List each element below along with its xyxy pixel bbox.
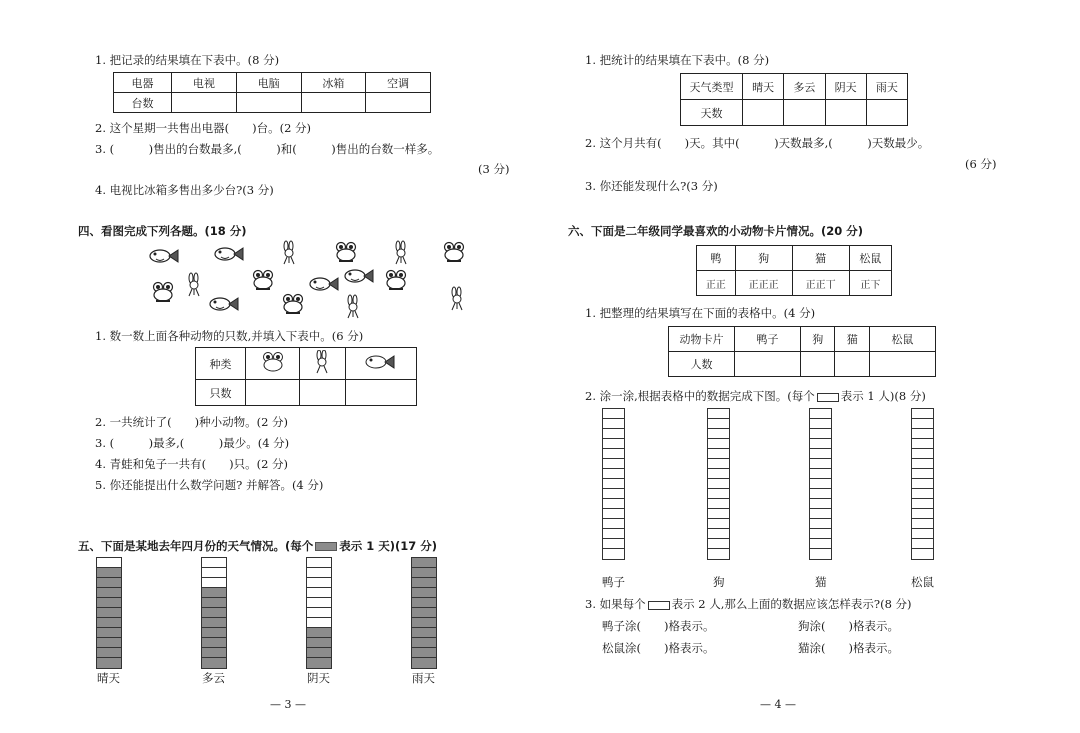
answer-cell[interactable] [246,380,300,406]
weather-bar [306,557,332,669]
table-cell: 电脑 [236,73,301,93]
bar-cell [97,658,121,668]
score-text: (3 分) [478,162,510,176]
colorable-cell[interactable] [912,499,933,509]
section-four-title: 四、看图完成下列各题。(18 分) [78,224,247,238]
question-text [585,596,912,612]
bar-cell [97,628,121,638]
frog-icon [246,348,300,380]
table-cell: 人数 [669,352,735,377]
empty-bar-column[interactable] [602,408,625,560]
colorable-cell[interactable] [810,549,831,559]
animal-picture [140,240,480,322]
table-cell: 天气类型 [681,74,743,100]
weather-bar-label: 阴天 [307,671,330,685]
colorable-cell[interactable] [810,519,831,529]
colorable-cell[interactable] [708,439,729,449]
answer-cell[interactable] [345,380,416,406]
question-text: 2. 这个月共有( )天。其中( )天数最多,( )天数最少。 [585,136,930,150]
animal-picture-svg [140,240,480,322]
bar-cell [307,578,331,588]
colorable-cell[interactable] [603,479,624,489]
fill-text: 狗涂( )格表示。 [798,619,899,633]
weather-bar [201,557,227,669]
colorable-cell[interactable] [708,549,729,559]
legend-empty-cell [817,393,839,402]
colorable-cell[interactable] [912,539,933,549]
bar-cell [307,628,331,638]
bar-cell [97,588,121,598]
section-five-title-b: 表示 1 天)(17 分) [339,539,438,553]
table-cell: 多云 [784,74,825,100]
colorable-cell[interactable] [708,409,729,419]
question-text: 2. 一共统计了( )种小动物。(2 分) [95,415,289,429]
table-cell: 松鼠 [849,246,891,271]
animal-bar-label: 猫 [815,575,827,589]
bar-cell [307,568,331,578]
frog-icon [154,283,173,302]
colorable-cell[interactable] [603,419,624,429]
animal-bar-label: 松鼠 [911,575,934,589]
bar-cell [97,578,121,588]
table-cell: 动物卡片 [669,327,735,352]
colorable-cell[interactable] [810,479,831,489]
weather-bar [411,557,437,669]
bar-cell [97,648,121,658]
question-text [585,388,926,404]
bar-cell [307,648,331,658]
colorable-cell[interactable] [810,469,831,479]
colorable-cell[interactable] [603,539,624,549]
empty-bar-column[interactable] [911,408,934,560]
empty-bar-column[interactable] [809,408,832,560]
table-cell: 只数 [196,380,246,406]
fish-icon [345,270,373,282]
question-text: 3. 你还能发现什么?(3 分) [585,179,718,193]
bar-cell [412,648,436,658]
colorable-cell[interactable] [912,449,933,459]
tally-table [696,245,892,296]
frog-icon [284,295,303,314]
animal-bar-label: 鸭子 [602,575,625,589]
answer-cell[interactable] [835,352,869,377]
answer-cell[interactable] [301,93,366,113]
colorable-cell[interactable] [912,519,933,529]
colorable-cell[interactable] [708,509,729,519]
colorable-cell[interactable] [708,419,729,429]
table-cell: 鸭 [697,246,736,271]
bar-cell [307,638,331,648]
rabbit-icon [189,273,199,296]
colorable-cell[interactable] [708,469,729,479]
table-cell: 冰箱 [301,73,366,93]
weather-bar-label: 雨天 [412,671,435,685]
colorable-cell[interactable] [603,549,624,559]
colorable-cell[interactable] [912,529,933,539]
bar-cell [412,658,436,668]
colorable-cell[interactable] [603,469,624,479]
answer-cell[interactable] [825,100,866,126]
answer-cell[interactable] [866,100,907,126]
q2-text-b: 表示 1 人)(8 分) [840,389,926,403]
table-cell: 狗 [801,327,835,352]
colorable-cell[interactable] [810,459,831,469]
table-cell: 晴天 [743,74,784,100]
weather-count-table [680,73,908,126]
bar-cell [97,618,121,628]
fill-text: 鸭子涂( )格表示。 [602,619,715,633]
animal-count-table [195,347,417,406]
fish-icon [150,250,178,262]
tally-cell: 正正 [697,271,736,296]
bar-cell [97,568,121,578]
bar-cell [412,638,436,648]
colorable-cell[interactable] [708,429,729,439]
question-text: 1. 数一数上面各种动物的只数,并填入下表中。(6 分) [95,329,364,343]
colorable-cell[interactable] [912,549,933,559]
colorable-cell[interactable] [810,539,831,549]
colorable-cell[interactable] [912,489,933,499]
answer-cell[interactable] [801,352,835,377]
tally-cell: 正正丅 [792,271,849,296]
table-cell: 天数 [681,100,743,126]
colorable-cell[interactable] [708,479,729,489]
table-cell: 空调 [366,73,431,93]
table-cell: 松鼠 [869,327,935,352]
answer-cell[interactable] [236,93,301,113]
tally-cell: 正下 [849,271,891,296]
animal-bar-label: 狗 [713,575,725,589]
question-text: 4. 青蛙和兔子一共有( )只。(2 分) [95,457,289,471]
colorable-cell[interactable] [603,409,624,419]
colorable-cell[interactable] [810,489,831,499]
q3-text-a: 3. 如果每个 [585,597,646,611]
bar-cell [202,608,226,618]
table-cell: 台数 [114,93,172,113]
bar-cell [202,558,226,568]
bar-cell [97,558,121,568]
rabbit-icon [300,348,345,380]
colorable-cell[interactable] [912,439,933,449]
table-cell: 电视 [172,73,237,93]
q-record-table: 1. 把记录的结果填在下表中。(8 分) [95,53,280,67]
animal-card-table [668,326,936,377]
legend-empty-cell [648,601,670,610]
colorable-cell[interactable] [810,439,831,449]
rabbit-icon [284,241,294,264]
fish-icon [215,248,243,260]
fish-icon [345,348,416,380]
fish-icon [210,298,238,310]
question-text: 1. 把统计的结果填在下表中。(8 分) [585,53,770,67]
colorable-cell[interactable] [810,529,831,539]
bar-cell [412,588,436,598]
bar-cell [202,638,226,648]
bar-cell [202,578,226,588]
colorable-cell[interactable] [603,499,624,509]
tally-cell: 正正正 [735,271,792,296]
bar-cell [202,618,226,628]
bar-cell [202,628,226,638]
question-text: 2. 这个星期一共售出电器( )台。(2 分) [95,121,312,135]
bar-cell [202,588,226,598]
weather-bar-label: 晴天 [97,671,120,685]
bar-cell [412,628,436,638]
bar-cell [307,558,331,568]
q2-text-a: 2. 涂一涂,根据表格中的数据完成下图。(每个 [585,389,815,403]
bar-cell [307,658,331,668]
table-cell: 种类 [196,348,246,380]
answer-cell[interactable] [172,93,237,113]
colorable-cell[interactable] [603,519,624,529]
answer-cell[interactable] [735,352,801,377]
frog-icon [254,271,273,290]
weather-bar [96,557,122,669]
bar-cell [97,608,121,618]
question-text: 3. ( )售出的台数最多,( )和( )售出的台数一样多。 [95,142,440,156]
colorable-cell[interactable] [912,409,933,419]
colorable-cell[interactable] [810,409,831,419]
bar-cell [412,558,436,568]
table-cell: 猫 [792,246,849,271]
colorable-cell[interactable] [912,479,933,489]
bar-cell [202,568,226,578]
bar-cell [412,568,436,578]
bar-cell [97,598,121,608]
colorable-cell[interactable] [912,469,933,479]
bar-cell [97,638,121,648]
question-text: 4. 电视比冰箱多售出多少台?(3 分) [95,183,274,197]
colorable-cell[interactable] [708,499,729,509]
colorable-cell[interactable] [708,539,729,549]
rabbit-icon [452,287,462,310]
answer-cell[interactable] [743,100,784,126]
table-cell: 电器 [114,73,172,93]
table-cell: 雨天 [866,74,907,100]
appliance-table [113,72,431,113]
colorable-cell[interactable] [810,499,831,509]
bar-cell [307,608,331,618]
fill-text: 松鼠涂( )格表示。 [602,641,715,655]
colorable-cell[interactable] [603,489,624,499]
answer-cell[interactable] [300,380,345,406]
question-text: 5. 你还能提出什么数学问题? 并解答。(4 分) [95,478,324,492]
bar-cell [307,598,331,608]
bar-cell [412,608,436,618]
rabbit-icon [348,295,358,318]
colorable-cell[interactable] [708,519,729,529]
q3-text-b: 表示 2 人,那么上面的数据应该怎样表示?(8 分) [671,597,912,611]
colorable-cell[interactable] [603,429,624,439]
fish-icon [310,278,338,290]
bar-cell [202,648,226,658]
colorable-cell[interactable] [708,459,729,469]
fill-text: 猫涂( )格表示。 [798,641,899,655]
answer-cell[interactable] [366,93,431,113]
colorable-cell[interactable] [708,489,729,499]
colorable-cell[interactable] [810,449,831,459]
colorable-cell[interactable] [603,449,624,459]
question-text: 3. ( )最多,( )最少。(4 分) [95,436,290,450]
frog-icon [337,243,356,262]
bar-cell [412,618,436,628]
section-five-title [78,538,437,554]
page-number: — 3 — [270,698,306,711]
legend-grey-cell [315,542,337,551]
colorable-cell[interactable] [708,449,729,459]
empty-bar-column[interactable] [707,408,730,560]
colorable-cell[interactable] [912,459,933,469]
table-cell: 猫 [835,327,869,352]
colorable-cell[interactable] [810,509,831,519]
page-number: — 4 — [760,698,796,711]
frog-icon [445,243,464,262]
score-text: (6 分) [965,157,997,171]
bar-cell [412,578,436,588]
section-six-title: 六、下面是二年级同学最喜欢的小动物卡片情况。(20 分) [568,224,864,238]
colorable-cell[interactable] [912,419,933,429]
table-cell: 阴天 [825,74,866,100]
colorable-cell[interactable] [603,439,624,449]
frog-icon [387,271,406,290]
bar-cell [307,618,331,628]
bar-cell [412,598,436,608]
rabbit-icon [396,241,406,264]
colorable-cell[interactable] [708,529,729,539]
section-five-title-a: 五、下面是某地去年四月份的天气情况。(每个 [78,539,314,553]
table-cell: 鸭子 [735,327,801,352]
colorable-cell[interactable] [603,509,624,519]
weather-bar-label: 多云 [202,671,225,685]
colorable-cell[interactable] [603,529,624,539]
colorable-cell[interactable] [603,459,624,469]
bar-cell [202,658,226,668]
colorable-cell[interactable] [810,429,831,439]
question-text: 1. 把整理的结果填写在下面的表格中。(4 分) [585,306,816,320]
bar-cell [202,598,226,608]
answer-cell[interactable] [869,352,935,377]
answer-cell[interactable] [784,100,825,126]
bar-cell [307,588,331,598]
colorable-cell[interactable] [912,509,933,519]
colorable-cell[interactable] [810,419,831,429]
colorable-cell[interactable] [912,429,933,439]
table-cell: 狗 [735,246,792,271]
